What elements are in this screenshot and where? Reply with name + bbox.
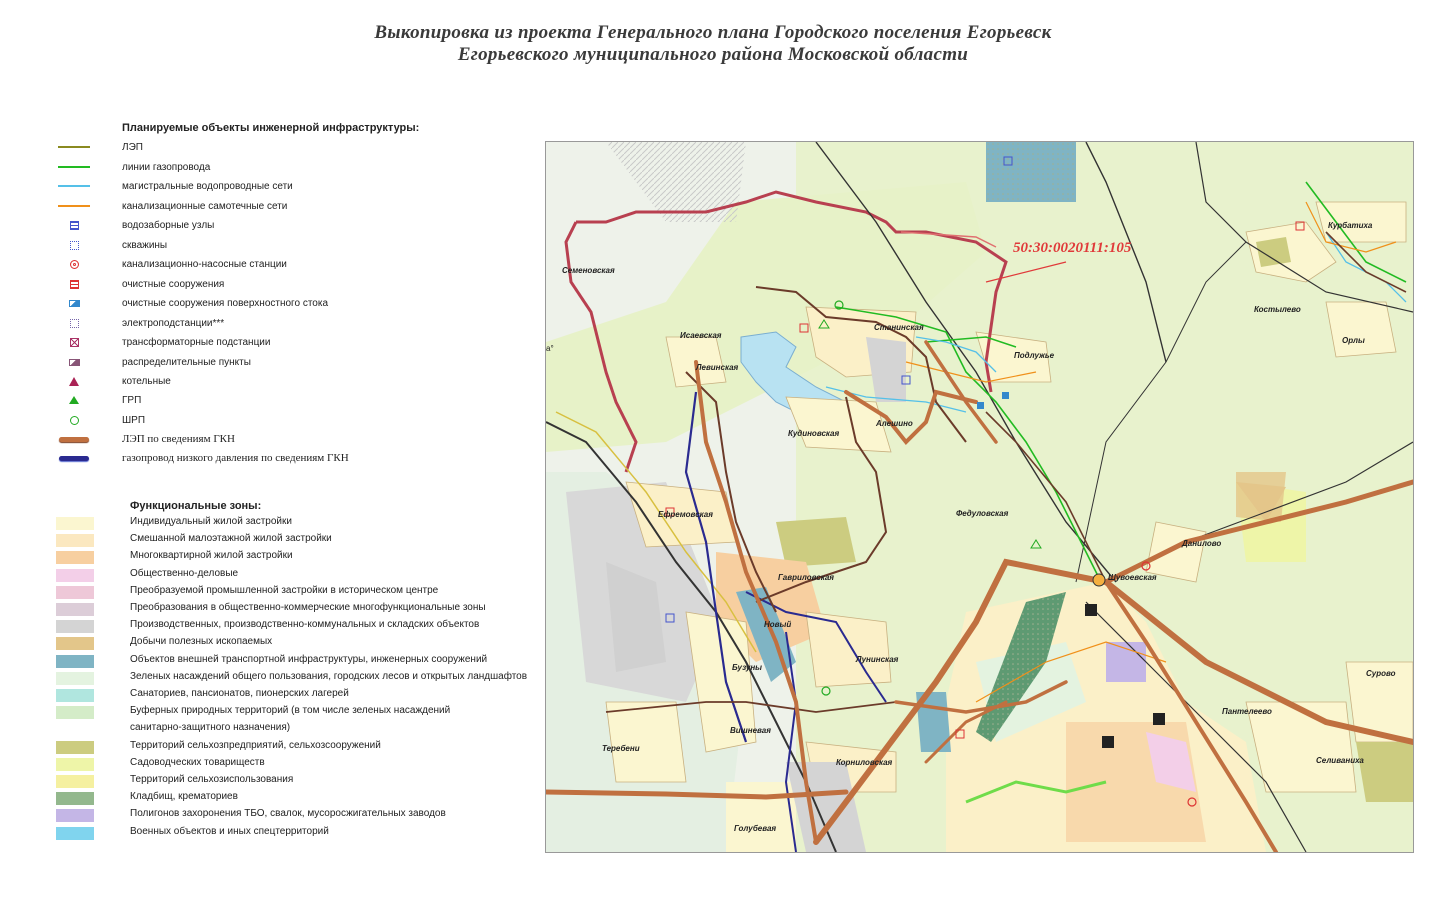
infra-legend-label: водозаборные узлы [122, 219, 215, 231]
zone-legend-label: Общественно-деловые [130, 567, 239, 579]
place-label: Гавриловская [778, 573, 835, 582]
infra-legend-item [56, 236, 168, 254]
map-title-line-2: Егорьевского муниципального района Московской области [457, 44, 969, 65]
zone-color-swatch [56, 603, 94, 616]
zone-legend-label: Добычи полезных ископаемых [130, 636, 273, 648]
zone-legend-label: Преобразования в общественно-коммерческие многофункциональные зоны [130, 602, 486, 613]
zone-color-swatch [56, 586, 94, 599]
zone-color-swatch [56, 620, 94, 633]
boiler-icon [56, 374, 92, 388]
map-title-line-1: Выкопировка из проекта Генерального плана Городского поселения Егорьевск [374, 22, 1052, 43]
place-label: Селиваниха [1316, 756, 1364, 765]
zone-color-swatch [56, 637, 94, 650]
infra-legend-item [56, 138, 143, 156]
pump-station-icon [56, 257, 92, 271]
cadastral-number-label: 50:30:0020111:105 [1013, 240, 1132, 256]
place-label: Курбатиха [1328, 221, 1373, 230]
place-label: Лунинская [856, 655, 899, 664]
map-canvas[interactable] [545, 141, 1414, 853]
zone-legend-label-continued: санитарно-защитного назначения) [130, 722, 291, 734]
zone-legend-label: Садоводческих товариществ [130, 756, 265, 768]
zone-color-swatch [56, 758, 94, 771]
infra-legend-label: очистные сооружения [122, 278, 225, 290]
infra-legend-item [56, 255, 287, 273]
place-label: Семеновская [562, 266, 615, 275]
infra-legend-item [56, 216, 215, 234]
place-label: Федуловская [956, 509, 1009, 518]
zone-color-swatch [56, 689, 94, 702]
infra-legend-label: линии газопровода [122, 161, 211, 173]
zone-legend-label: Военных объектов и иных спецтерриторий [130, 825, 329, 837]
zone-color-swatch [56, 741, 94, 754]
infra-legend-label: распределительные пункты [122, 356, 251, 368]
place-label: Пантелеево [1222, 707, 1272, 716]
infra-legend-item [56, 294, 329, 312]
infra-legend-label: канализационные самотечные сети [122, 200, 288, 212]
place-label: Вишневая [730, 726, 771, 735]
infra-legend-label: трансформаторные подстанции [122, 336, 271, 348]
infra-legend-heading: Планируемые объекты инженерной инфраструктуры: [122, 122, 420, 134]
place-label: Голубевая [734, 824, 777, 833]
place-label: Алешино [876, 419, 913, 428]
zone-color-swatch [56, 655, 94, 668]
zone-legend-label: Многоквартирной жилой застройки [130, 550, 293, 562]
place-label: Новый [764, 620, 792, 629]
zone-legend-label: Полигонов захоронения ТБО, свалок, мусоросжигательных заводов [130, 808, 446, 820]
infra-legend-item [56, 158, 211, 176]
infra-legend-item [56, 430, 235, 448]
transformer-icon [56, 335, 92, 349]
zone-color-swatch [56, 672, 94, 685]
infra-legend-label: электроподстанции*** [122, 317, 225, 329]
shrp-circle-icon [56, 413, 92, 427]
infra-legend-item [56, 353, 251, 371]
place-label: Корниловская [836, 758, 893, 767]
infra-legend-label: газопровод низкого давления по сведениям ГКН [122, 452, 349, 464]
well-icon [56, 238, 92, 252]
zone-legend-label: Объектов внешней транспортной инфраструктуры, инженерных сооружений [130, 653, 488, 665]
zone-legend-label: Индивидуальный жилой застройки [130, 516, 292, 527]
line-olive-icon [56, 140, 92, 154]
infra-legend-label: котельные [122, 375, 171, 387]
zone-color-swatch [56, 534, 94, 547]
zone-color-swatch [56, 706, 94, 719]
infra-legend-item [56, 372, 171, 390]
infra-legend-item [56, 449, 349, 467]
zones-legend-heading: Функциональные зоны: [130, 500, 262, 512]
line-thick-brown-icon [56, 432, 92, 446]
infra-legend-item [56, 333, 271, 351]
zone-color-swatch [56, 809, 94, 822]
zone-legend-label: Санаториев, пансионатов, пионерских лагерей [130, 688, 349, 699]
infra-legend-label: магистральные водопроводные сети [122, 180, 293, 192]
zone-color-swatch [56, 551, 94, 564]
zone-legend-label: Преобразуемой промышленной застройки в историческом центре [130, 584, 439, 596]
place-label: Станинская [874, 323, 924, 332]
zone-color-swatch [56, 827, 94, 840]
place-label: Подлужье [1014, 351, 1055, 360]
place-label: Данилово [1182, 539, 1222, 548]
infra-legend-item [56, 177, 293, 195]
infra-legend-item [56, 314, 225, 332]
line-orange-icon [56, 199, 92, 213]
place-label: Теребени [602, 744, 640, 753]
treatment-icon [56, 277, 92, 291]
place-label: Сурово [1366, 669, 1396, 678]
line-green-icon [56, 160, 92, 174]
place-label: Ефремовская [658, 510, 713, 519]
place-label: Бузуны [732, 663, 762, 672]
zone-legend-label: Зеленых насаждений общего пользования, городских лесов и открытых ландшафтов [130, 670, 528, 682]
infra-legend-label: очистные сооружения поверхностного стока [122, 297, 329, 309]
surface-treatment-icon [56, 296, 92, 310]
line-thick-navy-icon [56, 451, 92, 465]
infra-legend-item [56, 411, 146, 429]
line-lightblue-icon [56, 179, 92, 193]
infra-legend-label: канализационно-насосные станции [122, 258, 287, 270]
infra-legend-label: ГРП [122, 394, 142, 406]
infra-legend-label: скважины [122, 239, 168, 251]
distribution-icon [56, 355, 92, 369]
map-edge-label: а° [546, 344, 554, 353]
place-label: Левинская [696, 363, 739, 372]
zone-legend-label: Буферных природных территорий (в том числе зеленых насаждений [130, 705, 451, 717]
infra-legend-item [56, 275, 225, 293]
substation-icon [56, 316, 92, 330]
zone-color-swatch [56, 569, 94, 582]
place-label: Кудиновская [788, 429, 840, 438]
map-svg [546, 142, 1413, 852]
water-intake-icon [56, 218, 92, 232]
infra-legend-item [56, 197, 288, 215]
place-label: Исаевская [680, 331, 722, 340]
zone-legend-label: Территорий сельхозиспользования [130, 774, 294, 785]
infra-legend-label: ЛЭП по сведениям ГКН [122, 433, 235, 445]
infra-legend-label: ЛЭП [122, 141, 143, 153]
zone-color-swatch [56, 775, 94, 788]
place-label: Костылево [1254, 305, 1301, 314]
zone-color-swatch [56, 517, 94, 530]
place-label: Шувоевская [1108, 573, 1157, 582]
infra-legend-label: ШРП [122, 414, 146, 426]
zone-legend-label: Производственных, производственно-коммунальных и складских объектов [130, 619, 480, 631]
zone-legend-label: Кладбищ, крематориев [130, 791, 238, 803]
zone-legend-label: Территорий сельхозпредприятий, сельхозсооружений [130, 739, 381, 751]
place-label: Орлы [1342, 336, 1365, 345]
infra-legend-item [56, 391, 142, 409]
zone-legend-label: Смешанной малоэтажной жилой застройки [130, 533, 332, 545]
grp-triangle-icon [56, 393, 92, 407]
zone-color-swatch [56, 792, 94, 805]
